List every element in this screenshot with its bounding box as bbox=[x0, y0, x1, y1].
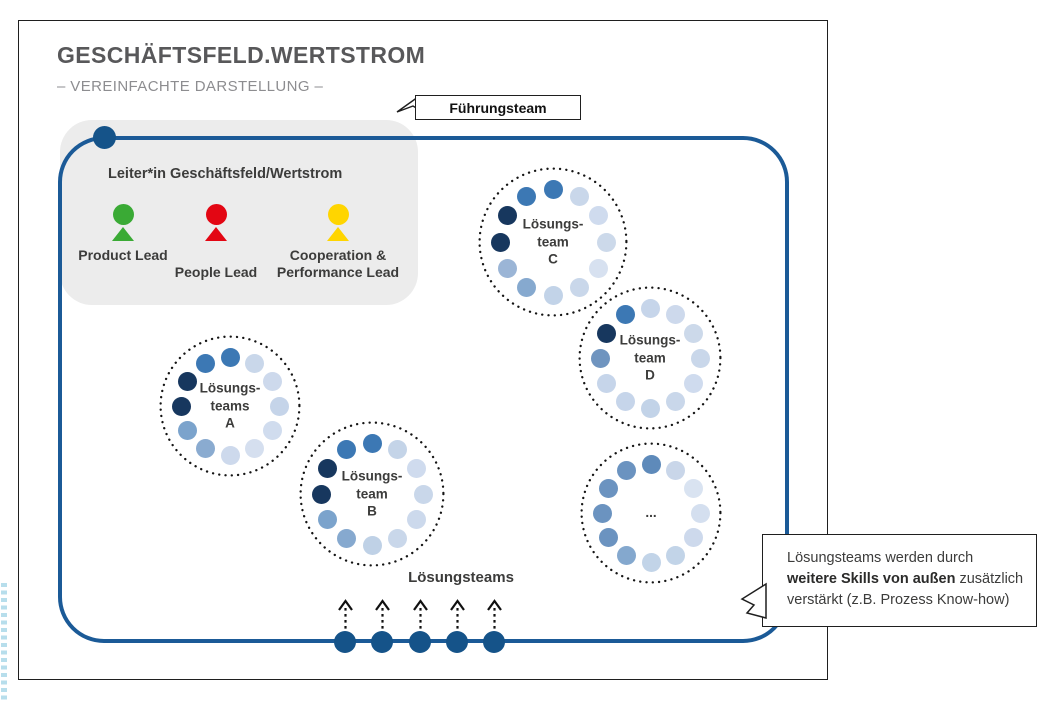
external-skill-node-dot bbox=[334, 631, 356, 653]
page-title: GESCHÄFTSFELD.WERTSTROM bbox=[57, 42, 426, 68]
team-A-member-dot bbox=[245, 354, 264, 373]
team-C-member-dot bbox=[544, 286, 563, 305]
team-A-member-dot bbox=[196, 439, 215, 458]
external-skill-node-dot bbox=[483, 631, 505, 653]
team-dots-member-dot bbox=[666, 461, 685, 480]
team-B-member-dot bbox=[388, 529, 407, 548]
role-label-people-lead: People Lead bbox=[174, 264, 258, 280]
team-A-member-dot bbox=[221, 348, 240, 367]
person-head-icon bbox=[328, 204, 349, 225]
team-circle-A bbox=[159, 335, 301, 477]
role-label-cooperation-performance-lead: Cooperation & Performance Lead bbox=[276, 247, 400, 280]
skills-callout bbox=[762, 534, 1037, 627]
team-A-member-dot bbox=[221, 446, 240, 465]
role-cooperation-performance-lead bbox=[258, 204, 418, 281]
team-dots-member-dot bbox=[617, 546, 636, 565]
skills-callout-tail-icon bbox=[739, 578, 767, 624]
team-label-C: Lösungs- team C bbox=[522, 216, 584, 267]
team-A-member-dot bbox=[245, 439, 264, 458]
callout-bold-text: weitere Skills von außen bbox=[787, 571, 956, 588]
team-dots-member-dot bbox=[666, 546, 685, 565]
team-B-member-dot bbox=[337, 529, 356, 548]
team-label-D: Lösungs- team D bbox=[619, 332, 681, 383]
team-D-member-dot bbox=[616, 305, 635, 324]
person-head-icon bbox=[206, 204, 227, 225]
team-dots-member-dot bbox=[642, 553, 661, 572]
team-label-A: Lösungs- teams A bbox=[199, 380, 261, 431]
person-icon-cooperation-performance-lead bbox=[258, 204, 418, 241]
external-skill-node-dot bbox=[371, 631, 393, 653]
team-D-member-dot bbox=[641, 299, 660, 318]
team-B-member-dot bbox=[363, 536, 382, 555]
team-dots-member-dot bbox=[617, 461, 636, 480]
team-D-member-dot bbox=[641, 399, 660, 418]
external-skill-arrow-icon bbox=[412, 599, 429, 631]
team-label-B: Lösungs- team B bbox=[341, 468, 403, 519]
team-dots-member-dot bbox=[599, 479, 618, 498]
page-subtitle: – VEREINFACHTE DARSTELLUNG – bbox=[57, 78, 324, 95]
fuehrungsteam-node-dot bbox=[93, 126, 116, 149]
loesungsteams-caption: Lösungsteams bbox=[408, 569, 514, 586]
left-edge-watermark bbox=[1, 583, 7, 703]
team-circle-dots bbox=[580, 442, 722, 584]
fuehrungsteam-label: Führungsteam bbox=[449, 99, 547, 116]
callout-line3: verstärkt (z.B. Prozess Know-how) bbox=[787, 592, 1010, 609]
team-dots-member-dot bbox=[599, 528, 618, 547]
team-dots-member-dot bbox=[642, 455, 661, 474]
team-A-member-dot bbox=[196, 354, 215, 373]
team-C-member-dot bbox=[517, 187, 536, 206]
external-skill-arrow-icon bbox=[449, 599, 466, 631]
external-skill-arrow-icon bbox=[337, 599, 354, 631]
team-D-member-dot bbox=[666, 305, 685, 324]
team-circle-D bbox=[578, 286, 722, 430]
role-label-product-lead: Product Lead bbox=[78, 247, 168, 263]
external-skill-arrow-icon bbox=[486, 599, 503, 631]
external-skill-node-dot bbox=[446, 631, 468, 653]
team-dots-member-dot bbox=[684, 479, 703, 498]
external-skill-arrow-icon bbox=[374, 599, 391, 631]
person-head-icon bbox=[113, 204, 134, 225]
person-body-icon bbox=[205, 227, 227, 241]
person-body-icon bbox=[327, 227, 349, 241]
legend-heading: Leiter*in Geschäftsfeld/Wertstrom bbox=[108, 166, 343, 182]
fuehrungsteam-callout bbox=[415, 95, 581, 120]
external-skill-node-dot bbox=[409, 631, 431, 653]
team-D-member-dot bbox=[616, 392, 635, 411]
team-label-dots: ... bbox=[645, 505, 657, 521]
callout-line2-rest: zusätzlich bbox=[955, 571, 1024, 588]
callout-line1: Lösungsteams werden durch bbox=[787, 550, 974, 566]
team-dots-member-dot bbox=[684, 528, 703, 547]
team-D-member-dot bbox=[666, 392, 685, 411]
person-body-icon bbox=[112, 227, 134, 241]
team-C-member-dot bbox=[544, 180, 563, 199]
team-circle-B bbox=[299, 421, 445, 567]
team-C-member-dot bbox=[570, 187, 589, 206]
team-B-member-dot bbox=[363, 434, 382, 453]
